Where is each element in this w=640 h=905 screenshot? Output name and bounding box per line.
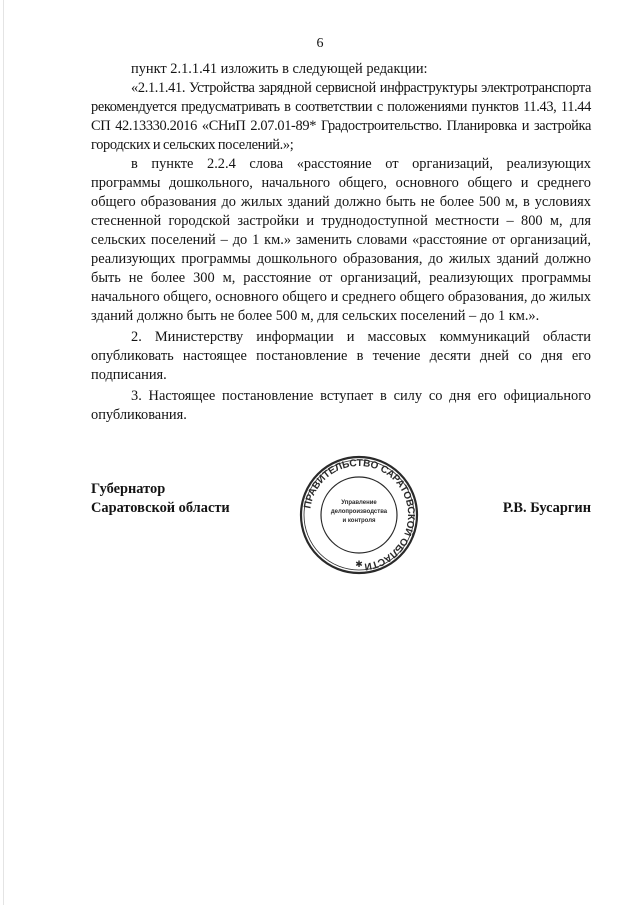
signatory-title-line1: Губернатор: [91, 481, 166, 497]
paragraph-point-2: 2. Министерству информации и массовых коммуникаций области опубликовать настоящее постановление в течение десяти дней со дня его подписания.: [91, 329, 591, 383]
seal-inner-ring: [321, 477, 397, 553]
official-seal: [298, 454, 420, 576]
seal-outer-text: ПРАВИТЕЛЬСТВО САРАТОВСКОЙ ОБЛАСТИ: [302, 457, 417, 572]
signatory-name: Р.В. Бусаргин: [502, 500, 591, 516]
signatory-title: [91, 480, 230, 518]
seal-inner-line2: делопроизводства: [330, 509, 388, 515]
paragraph-amend-intro: пункт 2.1.1.41 изложить в следующей редакции:: [131, 61, 428, 77]
page-number: 6: [316, 36, 324, 51]
seal-outer-ring: [301, 457, 417, 573]
seal-graphic: [298, 454, 420, 576]
seal-inner-line3: и контроля: [342, 518, 376, 524]
document-body: [91, 60, 591, 425]
paragraph-replacement: в пункте 2.2.4 слова «расстояние от организаций, реализующих программы дошкольного, начального общего, основного общего и среднего общего образования до жилых зданий должно быть не более 500 м, в условиях стесненной городской застройки и труднодоступной местности – 800 м, для сельских поселений – до 1 км.» заменить словами «расстояние от организаций, реализующих программы дошкольного образования, до жилых зданий должно быть не более 300 м, расстояние от организаций, реализующих программы начального общего, основного общего и среднего общего образования, до жилых зданий должно быть не более 500 м, для сельских поселений – до 1 км.».: [91, 156, 591, 324]
paragraph-point-3: 3. Настоящее постановление вступает в силу со дня его официального опубликования.: [91, 388, 591, 423]
scan-edge-line: [3, 0, 4, 905]
paragraph-quoted-clause: «2.1.1.41. Устройства зарядной сервисной инфраструктуры электротранспорта рекомендуется предусматривать в соответствии с положениями пунктов 11.43, 11.44 СП 42.13330.2016 «СНиП 2.07.01-89* Градостроительство. Планировка и застройка городских и сельских поселений.»;: [91, 80, 591, 153]
seal-inner-line1: Управление: [341, 500, 377, 506]
signatory-title-line2: Саратовской области: [91, 500, 230, 516]
seal-star-icon: ✱: [355, 560, 363, 570]
